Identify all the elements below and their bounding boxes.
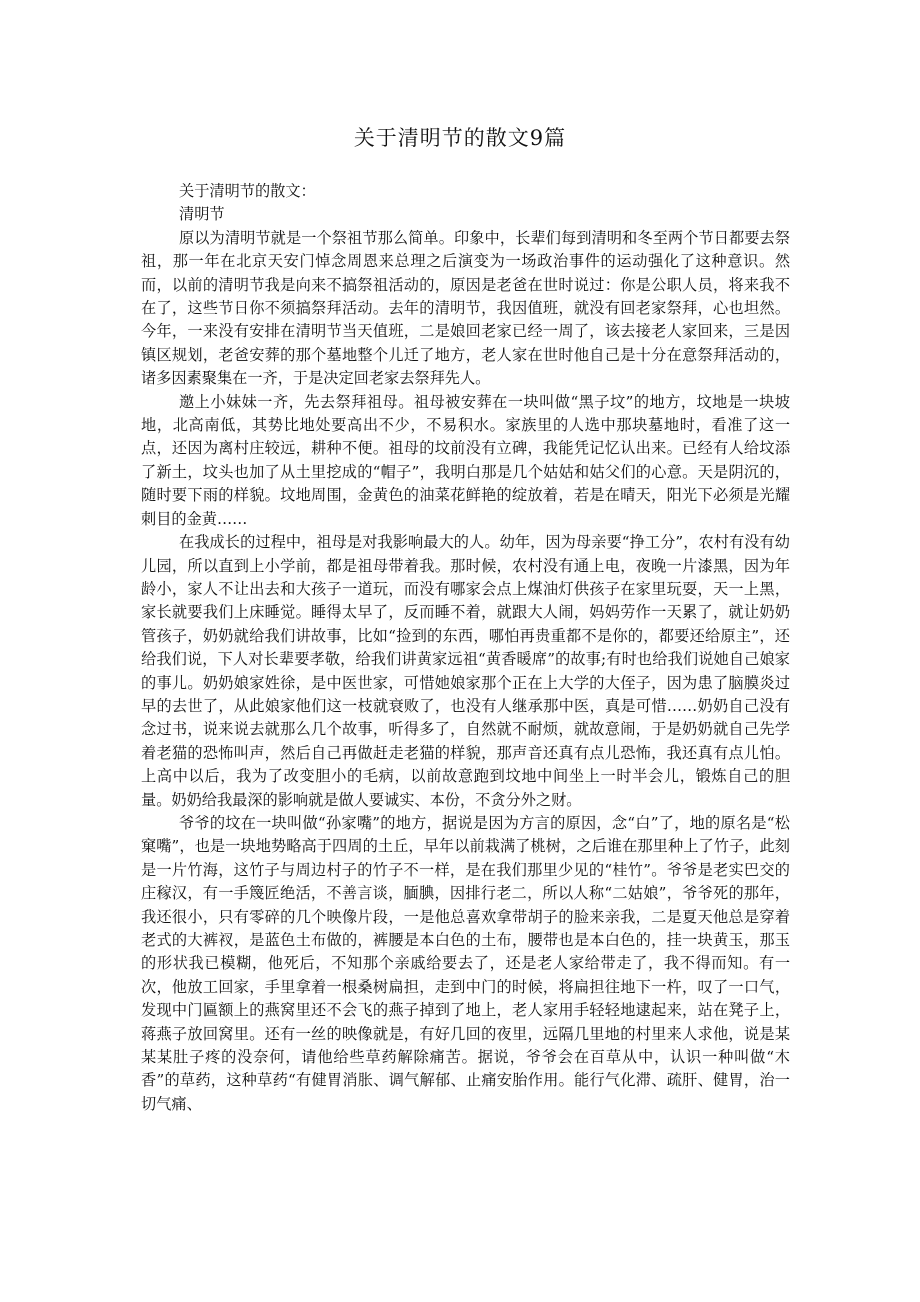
paragraph: 在我成长的过程中，祖母是对我影响最大的人。幼年，因为母亲要“挣工分”，农村有没有幼儿园，所以直到上小学前，都是祖母带着我。那时候，农村没有通上电，夜晚一片漆黑，因为年龄小，家人不让出去和大孩子一道玩，而没有哪家会点上煤油灯供孩子在家里玩耍，天一上黑，家长就要我们上床睡觉。睡得太早了，反而睡不着，就跟大人闹，妈妈劳作一天累了，就让奶奶管孩子，奶奶就给我们讲故事，比如“捡到的东西，哪怕再贵重都不是你的，都要还给原主”，还给我们说，下人对长辈要孝敬，给我们讲黄家远祖“黄香暖席”的故事;有时也给我们说她自己娘家的事儿。奶奶娘家姓徐，是中医世家，可惜她娘家那个正在上大学的大侄子，因为患了脑膜炎过早的去世了，从此娘家他们这一枝就衰败了，也没有人继承那中医，真是可惜……奶奶自己没有念过书，说来说去就那么几个故事，听得多了，自然就不耐烦，就故意闹，于是奶奶就自己先学着老猫的恐怖叫声，然后自己再做赶走老猫的样貌，那声音还真有点儿恐怖，我还真有点儿怕。上高中以后，我为了改变胆小的毛病，以前故意跑到坟地中间坐上一时半会儿，锻炼自己的胆量。奶奶给我最深的影响就是做人要诚实、本份，不贪分外之财。 xyxy=(141,533,790,809)
document-title: 关于清明节的散文9篇 xyxy=(353,126,567,150)
document-body xyxy=(141,180,790,1116)
intro-label: 关于清明节的散文： xyxy=(179,182,316,200)
paragraph: 邀上小妹妹一齐，先去祭拜祖母。祖母被安葬在一块叫做“黑子坟”的地方，坟地是一块坡地，北高南低，其势比地处要高出不少，不易积水。家族里的人选中那块墓地时，看准了这一点，还因为离村庄较远，耕种不便。祖母的坟前没有立碑，我能凭记忆认出来。已经有人给坟添了新土，坟头也加了从土里挖成的“帽子”，我明白那是几个姑姑和姑父们的心意。天是阴沉的，随时要下雨的样貌。坟地周围，金黄色的油菜花鲜艳的绽放着，若是在晴天，阳光下必须是光耀刺目的金黄…… xyxy=(141,392,790,528)
paragraph: 原以为清明节就是一个祭祖节那么简单。印象中，长辈们每到清明和冬至两个节日都要去祭祖，那一年在北京天安门悼念周恩来总理之后演变为一场政治事件的运动强化了这种意识。然而，以前的清明节我是向来不搞祭祖活动的，原因是老爸在世时说过：你是公职人员，将来我不在了，这些节日你不须搞祭拜活动。去年的清明节，我因值班，就没有回老家祭拜，心也坦然。今年，一来没有安排在清明节当天值班，二是娘回老家已经一周了，该去接老人家回来，三是因镇区规划，老爸安葬的那个墓地整个儿迁了地方，老人家在世时他自己是十分在意祭拜活动的，诸多因素聚集在一齐，于是决定回老家去祭拜先人。 xyxy=(141,228,790,388)
paragraph: 爷爷的坟在一块叫做“孙家嘴”的地方，据说是因为方言的原因，念“白”了，地的原名是“松窠嘴”，也是一块地势略高于四周的土丘，早年以前栽满了桃树，之后谁在那里种上了竹子，此刻是一片竹海，这竹子与周边村子的竹子不一样，是在我们那里少见的“桂竹”。爷爷是老实巴交的庄稼汉，有一手篾匠绝活，不善言谈，腼腆，因排行老二，所以人称“二姑娘”，爷爷死的那年，我还很小，只有零碎的几个映像片段，一是他总喜欢拿带胡子的脸来亲我，二是夏天他总是穿着老式的大裤衩，是蓝色土布做的，裤腰是本白色的土布，腰带也是本白色的，挂一块黄玉，那玉的形状我已模糊，他死后，不知那个亲戚给要去了，还是老人家给带走了，我不得而知。有一次，他放工回家，手里拿着一根桑树扁担，走到中门的时候，将扁担往地下一杵，叹了一口气，发现中门匾额上的燕窝里还不会飞的燕子掉到了地上，老人家用手轻轻地逮起来，站在凳子上，蒋燕子放回窝里。还有一丝的映像就是，有好几回的夜里，远隔几里地的村里来人求他，说是某某某肚子疼的没奈何，请他给些草药解除痛苦。据说，爷爷会在百草从中，认识一种叫做“木香”的草药，这种草药“有健胃消胀、调气解郁、止痛安胎作用。能行气化滞、疏肝、健胃，治一切气痛、 xyxy=(141,813,790,1113)
section-subtitle: 清明节 xyxy=(179,205,225,224)
